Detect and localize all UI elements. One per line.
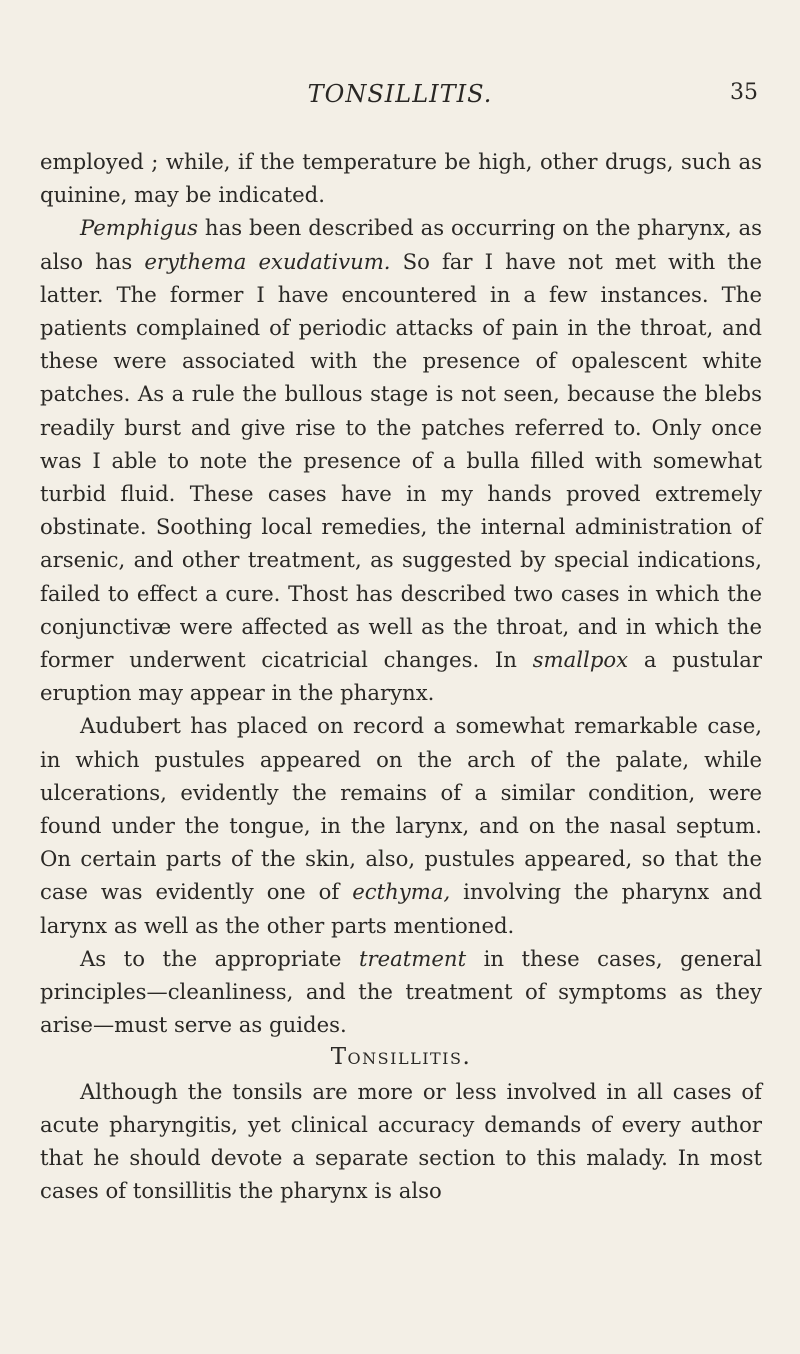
term-smallpox: smallpox [532, 647, 629, 673]
paragraph-pemphigus [40, 211, 762, 709]
text-run: has been described as occurring on the pharynx, as also has [40, 215, 762, 274]
text-run: a pustular eruption may appear in the pharynx. [40, 647, 762, 706]
paragraph-tonsillitis-intro: Although the tonsils are more or less involved in all cases of acute pharyngitis, yet clinical accuracy demands of every author that he should devote a separate section to this malady. In most cases of tonsillitis the pharynx is also [40, 1078, 762, 1204]
body-text [40, 145, 762, 1208]
term-ecthyma: ecthyma, [352, 879, 451, 905]
running-head [40, 80, 760, 120]
page-number: 35 [730, 80, 758, 105]
section-heading: Tonsillitis. [330, 1044, 472, 1071]
term-treatment: treatment [358, 945, 467, 971]
paragraph-treatment [40, 942, 762, 1042]
text-run: Audubert has placed on record a somewhat remarkable case, in which pustules appeared on the arch of the palate, while ulcerations, evidently the remains of a similar condition, were found under the tongue, in the larynx, and on the nasal septum. On certain parts of the skin, also, pustules appeared, so that the case was evidently one of [40, 713, 762, 905]
text-run: As to the appropriate [80, 945, 359, 971]
text-run: in these cases, general principles—cleanliness, and the treatment of symptoms as they arise—must serve as guides. [40, 945, 762, 1038]
term-erythema-exudativum: erythema exudativum. [144, 248, 391, 274]
text-run: So far I have not met with the latter. The former I have encountered in a few instances. The patients complained of periodic attacks of pain in the throat, and these were associated with the presence of opalescent white patches. As a rule the bullous stage is not seen, because the blebs readily burst and give rise to the patches referred to. Only once was I able to note the presence of a bulla filled with somewhat turbid fluid. These cases have in my hands proved extremely obstinate. Soothing local remedies, the internal administration of arsenic, and other treatment, as suggested by special indications, failed to effect a cure. Thost has described two cases in which the conjunctivæ were affected as well as the throat, and in which the former underwent cicatricial changes. In [40, 248, 762, 673]
running-title: TONSILLITIS. [307, 80, 493, 108]
term-pemphigus: Pemphigus [80, 215, 198, 241]
paragraph-continuation: employed ; while, if the temperature be high, other drugs, such as quinine, may be indicated. [40, 149, 762, 208]
paragraph-audubert [40, 709, 762, 941]
text-run: involving the pharynx and larynx as well as the other parts mentioned. [40, 879, 763, 938]
